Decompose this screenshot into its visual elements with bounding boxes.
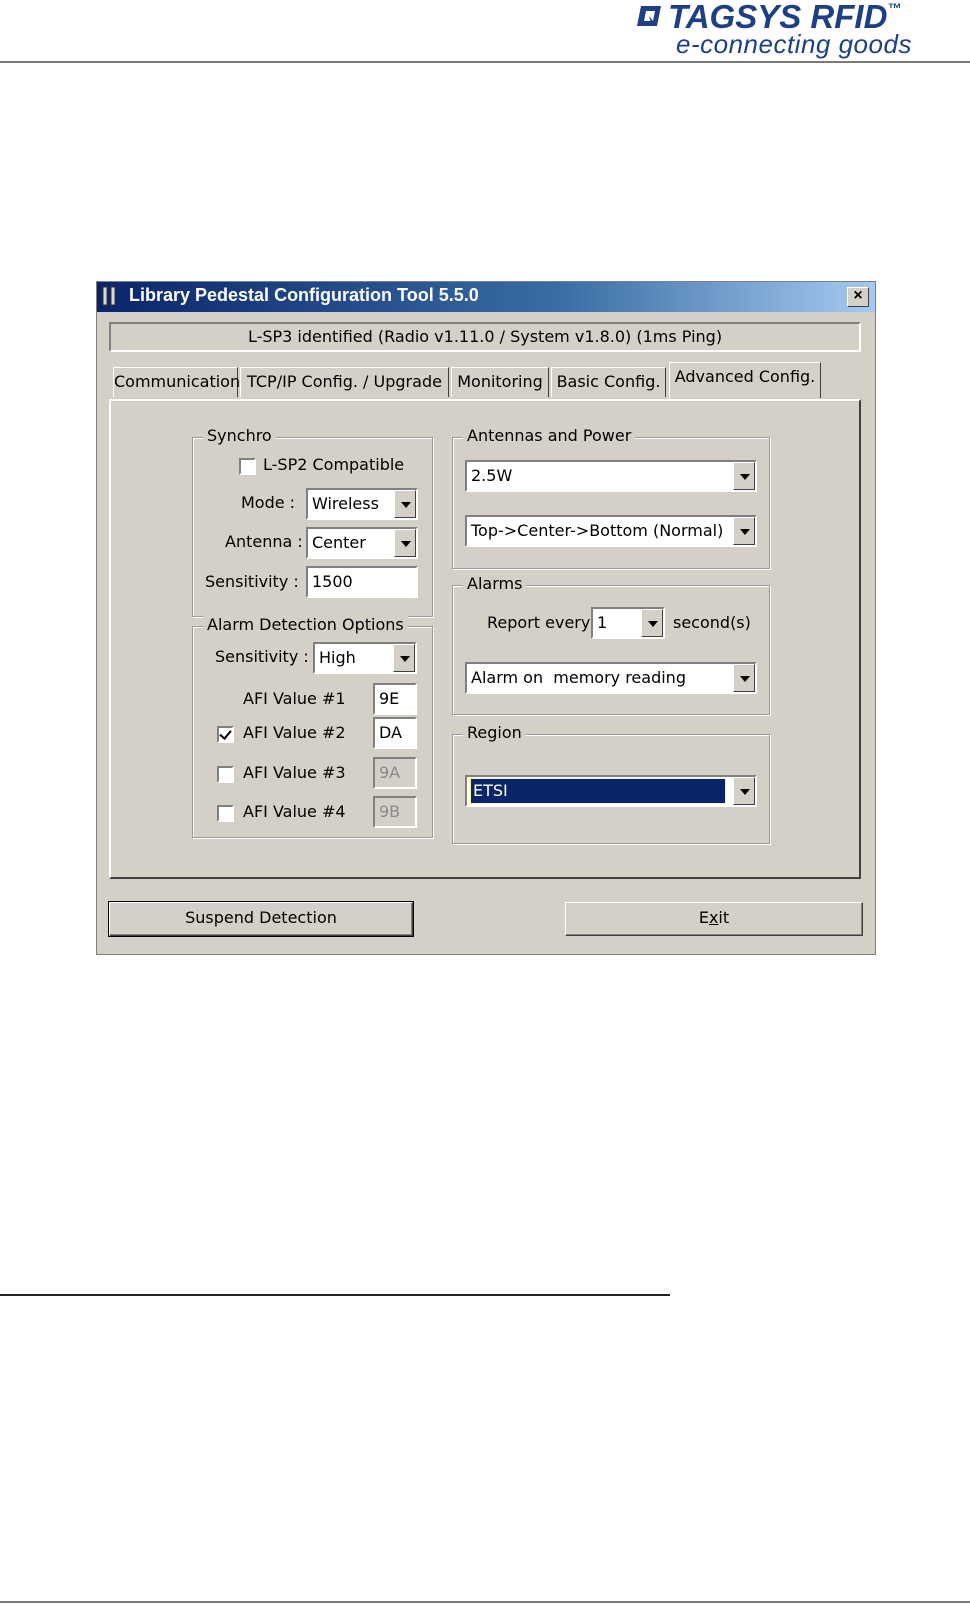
tab-communication[interactable]: Communication xyxy=(113,367,238,397)
afi-4-input: 9B xyxy=(373,796,417,828)
chevron-down-icon[interactable] xyxy=(641,609,663,637)
chevron-down-icon[interactable] xyxy=(393,644,415,672)
afi-4-label: AFI Value #4 xyxy=(243,802,346,821)
report-every-label: Report every xyxy=(487,613,591,632)
tab-tcpip-upgrade[interactable]: TCP/IP Config. / Upgrade xyxy=(240,367,449,397)
alarm-mode-value: Alarm on memory reading xyxy=(471,668,686,687)
tagsys-logo-icon xyxy=(635,4,663,28)
alarm-mode-select[interactable] xyxy=(465,662,757,694)
close-icon: × xyxy=(853,287,863,304)
app-window xyxy=(96,281,876,955)
report-interval-select[interactable] xyxy=(591,607,665,639)
exit-label-suffix: it xyxy=(718,908,730,927)
synchro-title: Synchro xyxy=(203,426,276,445)
window-title: Library Pedestal Configuration Tool 5.5.0 xyxy=(129,285,479,305)
tab-advanced-config[interactable]: Advanced Config. xyxy=(669,362,821,398)
footnote-rule xyxy=(0,1294,670,1296)
antenna-label: Antenna : xyxy=(225,532,303,551)
seconds-label: second(s) xyxy=(673,613,751,632)
l-sp2-compatible-checkbox[interactable] xyxy=(239,458,256,475)
afi-3-label: AFI Value #3 xyxy=(243,763,346,782)
exit-label-prefix: E xyxy=(698,908,709,927)
afi-4-checkbox[interactable] xyxy=(217,805,234,822)
title-bar[interactable] xyxy=(97,282,875,312)
synchro-sensitivity-label: Sensitivity : xyxy=(205,572,299,591)
header-rule xyxy=(0,61,970,63)
afi-2-label: AFI Value #2 xyxy=(243,723,346,742)
tab-monitoring[interactable]: Monitoring xyxy=(451,367,549,397)
region-title: Region xyxy=(463,723,526,742)
power-value: 2.5W xyxy=(471,466,513,485)
l-sp2-compatible-label: L-SP2 Compatible xyxy=(263,455,405,474)
afi-1-label: AFI Value #1 xyxy=(243,689,346,708)
power-select[interactable] xyxy=(465,460,757,492)
region-select[interactable] xyxy=(465,775,757,807)
advanced-config-panel xyxy=(109,399,861,879)
afi-3-input: 9A xyxy=(373,757,417,789)
alarms-group xyxy=(452,574,770,715)
suspend-detection-button[interactable]: Suspend Detection xyxy=(109,902,413,936)
trademark: ™ xyxy=(887,0,902,16)
report-interval-value: 1 xyxy=(597,613,608,632)
alarm-detection-title: Alarm Detection Options xyxy=(203,615,408,634)
chevron-down-icon[interactable] xyxy=(733,517,755,545)
region-group xyxy=(452,723,770,844)
footer-rule xyxy=(0,1601,970,1603)
chevron-down-icon[interactable] xyxy=(733,664,755,692)
chevron-down-icon[interactable] xyxy=(394,529,416,557)
tab-basic-config[interactable]: Basic Config. xyxy=(551,367,666,397)
alarm-detection-group xyxy=(192,615,433,838)
afi-1-input[interactable]: 9E xyxy=(373,683,417,715)
antennas-power-group xyxy=(452,426,770,569)
alarm-sensitivity-value: High xyxy=(319,648,356,667)
antenna-sequence-select[interactable] xyxy=(465,515,757,547)
synchro-sensitivity-input[interactable]: 1500 xyxy=(306,566,418,598)
mode-value: Wireless xyxy=(312,494,379,513)
brand-tagline: e-connecting goods xyxy=(676,29,912,59)
device-status: L-SP3 identified (Radio v1.11.0 / System v1.8.0) (1ms Ping) xyxy=(109,322,861,352)
brand-name: TAGSYS RFID xyxy=(668,0,888,35)
synchro-group xyxy=(192,426,433,617)
afi-3-checkbox[interactable] xyxy=(217,766,234,783)
alarms-title: Alarms xyxy=(463,574,526,593)
afi-2-checkbox[interactable] xyxy=(217,726,234,743)
antenna-value: Center xyxy=(312,533,366,552)
app-icon xyxy=(102,286,118,306)
antenna-select[interactable] xyxy=(306,527,418,559)
region-value: ETSI xyxy=(471,779,725,803)
chevron-down-icon[interactable] xyxy=(394,490,416,518)
antenna-sequence-value: Top->Center->Bottom (Normal) xyxy=(471,521,724,540)
close-button[interactable] xyxy=(847,287,869,307)
mode-select[interactable] xyxy=(306,488,418,520)
exit-label-accelerator: x xyxy=(708,908,719,927)
alarm-sensitivity-label: Sensitivity : xyxy=(215,647,309,666)
chevron-down-icon[interactable] xyxy=(733,777,755,805)
afi-2-input[interactable]: DA xyxy=(373,717,417,749)
chevron-down-icon[interactable] xyxy=(733,462,755,490)
alarm-sensitivity-select[interactable] xyxy=(313,642,417,674)
mode-label: Mode : xyxy=(241,493,296,512)
exit-button[interactable] xyxy=(565,902,863,936)
antennas-power-title: Antennas and Power xyxy=(463,426,635,445)
